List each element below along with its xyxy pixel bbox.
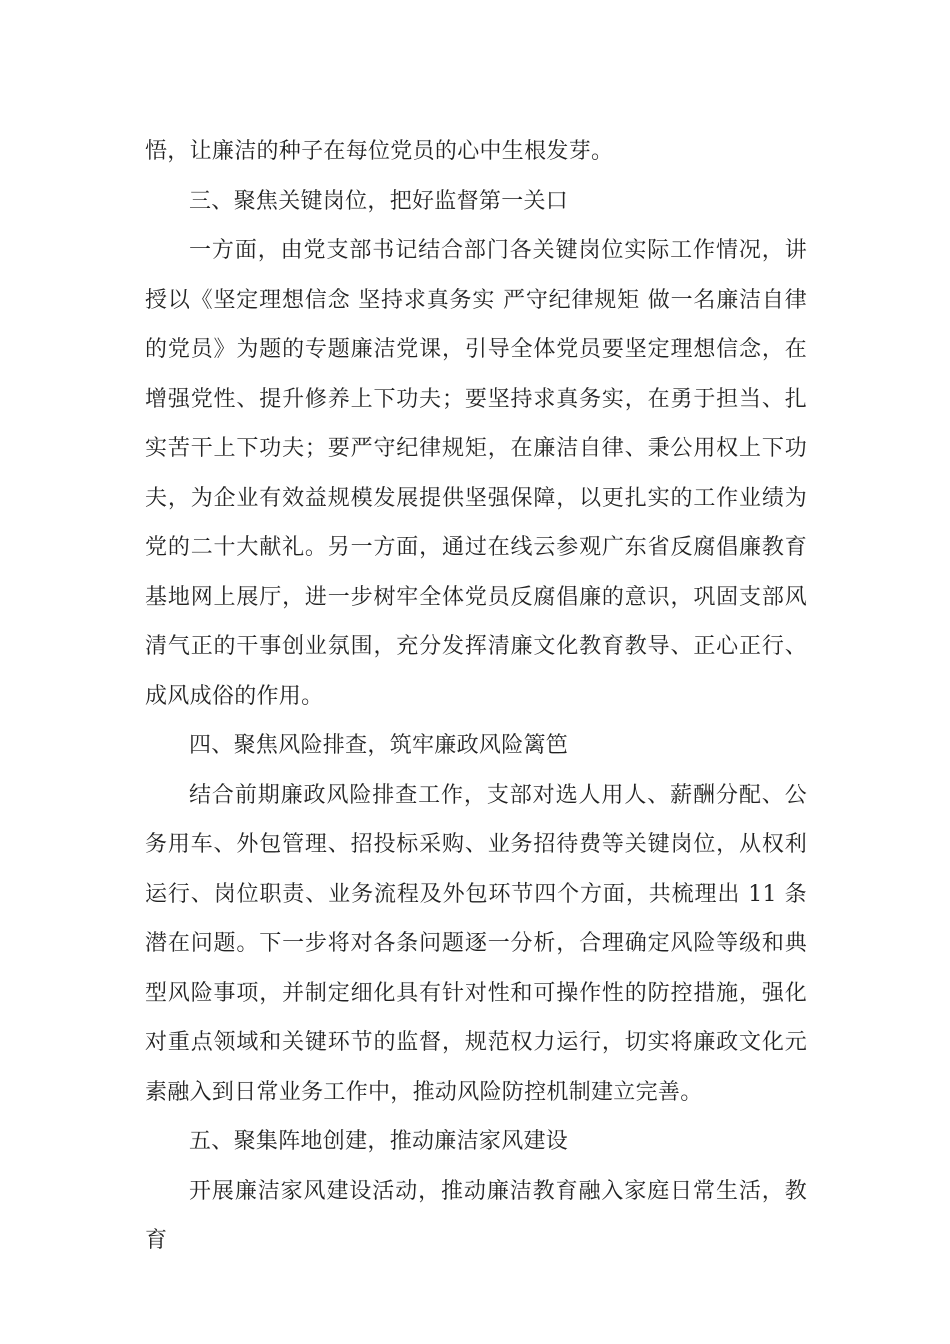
- section-heading-5: 五、聚集阵地创建，推动廉洁家风建设: [189, 1129, 569, 1154]
- paragraph-key-posts: 一方面，由党支部书记结合部门各关键岗位实际工作情况，讲授以《坚定理想信念 坚持求真务实 严守纪律规矩 做一名廉洁自律的党员》为题的专题廉洁党课，引导全体党员要坚定理想信念，在增强党性、提升修养上下功夫；要坚持求真务实，在勇于担当、扎实苦干上下功夫；要严守纪律规矩，在廉洁自律、秉公用权上下功夫，为企业有效益规模发展提供坚强保障，以更扎实的工作业绩为党的二十大献礼。另一方面，通过在线云参观广东省反腐倡廉教育基地网上展厅，进一步树牢全体党员反腐倡廉的意识，巩固支部风清气正的干事创业氛围，充分发挥清廉文化教育教导、正心正行、成风成俗的作用。: [145, 238, 807, 709]
- paragraph-continuation: 悟，让廉洁的种子在每位党员的心中生根发芽。: [145, 139, 614, 164]
- section-heading-3: 三、聚焦关键岗位，把好监督第一关口: [189, 188, 569, 214]
- paragraph-risk-check: 结合前期廉政风险排查工作，支部对选人用人、薪酬分配、公务用车、外包管理、招投标采购、业务招待费等关键岗位，从权利运行、岗位职责、业务流程及外包环节四个方面，共梳理出 11 条潜在问题。下一步将对各条问题逐一分析，合理确定风险等级和典型风险事项，并制定细化具有针对性和可操作性的防控措施，强化对重点领域和关键环节的监督，规范权力运行，切实将廉政文化元素融入到日常业务工作中，推动风险防控机制建立完善。: [145, 782, 807, 1105]
- paragraph-family-style: 开展廉洁家风建设活动，推动廉洁教育融入家庭日常生活，教育: [145, 1178, 807, 1253]
- document-body: [145, 127, 807, 1266]
- section-heading-4: 四、聚焦风险排查，筑牢廉政风险篱笆: [189, 733, 569, 758]
